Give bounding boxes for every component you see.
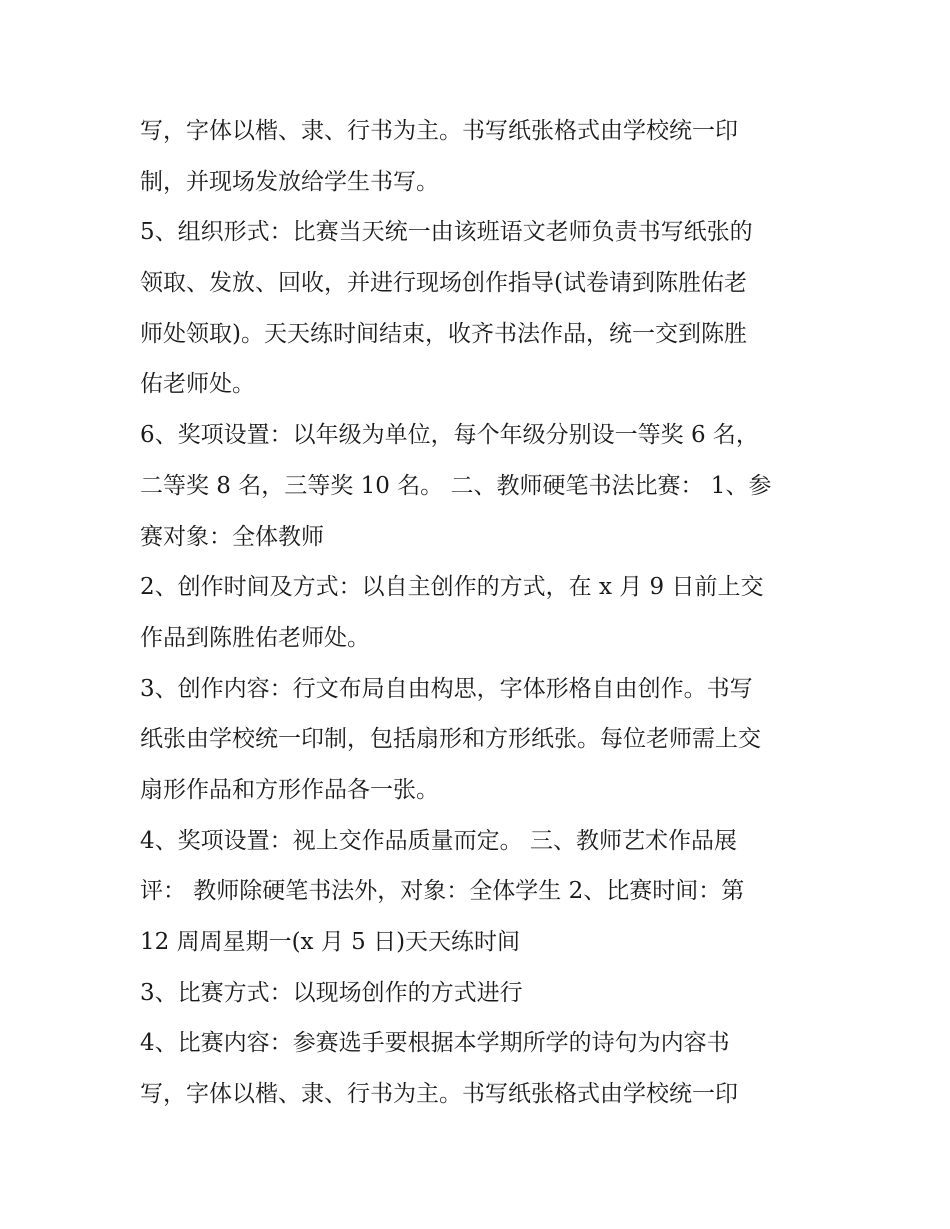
text-line: 扇形作品和方形作品各一张。 [140, 776, 439, 803]
text-line: 5、组织形式：比赛当天统一由该班语文老师负责书写纸张的 [140, 219, 753, 246]
document-body [140, 106, 820, 1120]
text-line: 写，字体以楷、隶、行书为主。书写纸张格式由学校统一印 [140, 1081, 738, 1108]
text-line: 3、比赛方式：以现场创作的方式进行 [140, 979, 523, 1006]
text-line: 纸张由学校统一印制，包括扇形和方形纸张。每位老师需上交 [140, 726, 761, 753]
text-line: 12 周周星期一(x 月 5 日)天天练时间 [140, 929, 521, 955]
text-line: 评： 教师除硬笔书法外，对象：全体学生 2、比赛时间：第 [140, 878, 745, 905]
text-line: 3、创作内容：行文布局自由构思，字体形格自由创作。书写 [140, 675, 753, 702]
text-line: 2、创作时间及方式：以自主创作的方式，在 x 月 9 日前上交 [140, 574, 764, 601]
text-line: 制，并现场发放给学生书写。 [140, 168, 439, 195]
text-line: 佑老师处。 [140, 371, 255, 398]
text-line: 二等奖 8 名，三等奖 10 名。 二、教师硬笔书法比赛： 1、参 [140, 472, 772, 499]
text-line: 作品到陈胜佑老师处。 [140, 624, 370, 651]
text-line: 师处领取)。天天练时间结束，收齐书法作品，统一交到陈胜 [140, 320, 747, 347]
text-line: 写，字体以楷、隶、行书为主。书写纸张格式由学校统一印 [140, 118, 738, 144]
text-line: 6、奖项设置：以年级为单位，每个年级分别设一等奖 6 名， [140, 422, 759, 449]
text-line: 赛对象：全体教师 [140, 523, 324, 550]
text-line: 4、奖项设置：视上交作品质量而定。 三、教师艺术作品展 [140, 827, 737, 854]
text-line: 领取、发放、回收，并进行现场创作指导(试卷请到陈胜佑老 [140, 270, 747, 297]
text-line: 4、比赛内容：参赛选手要根据本学期所学的诗句为内容书 [140, 1030, 730, 1057]
